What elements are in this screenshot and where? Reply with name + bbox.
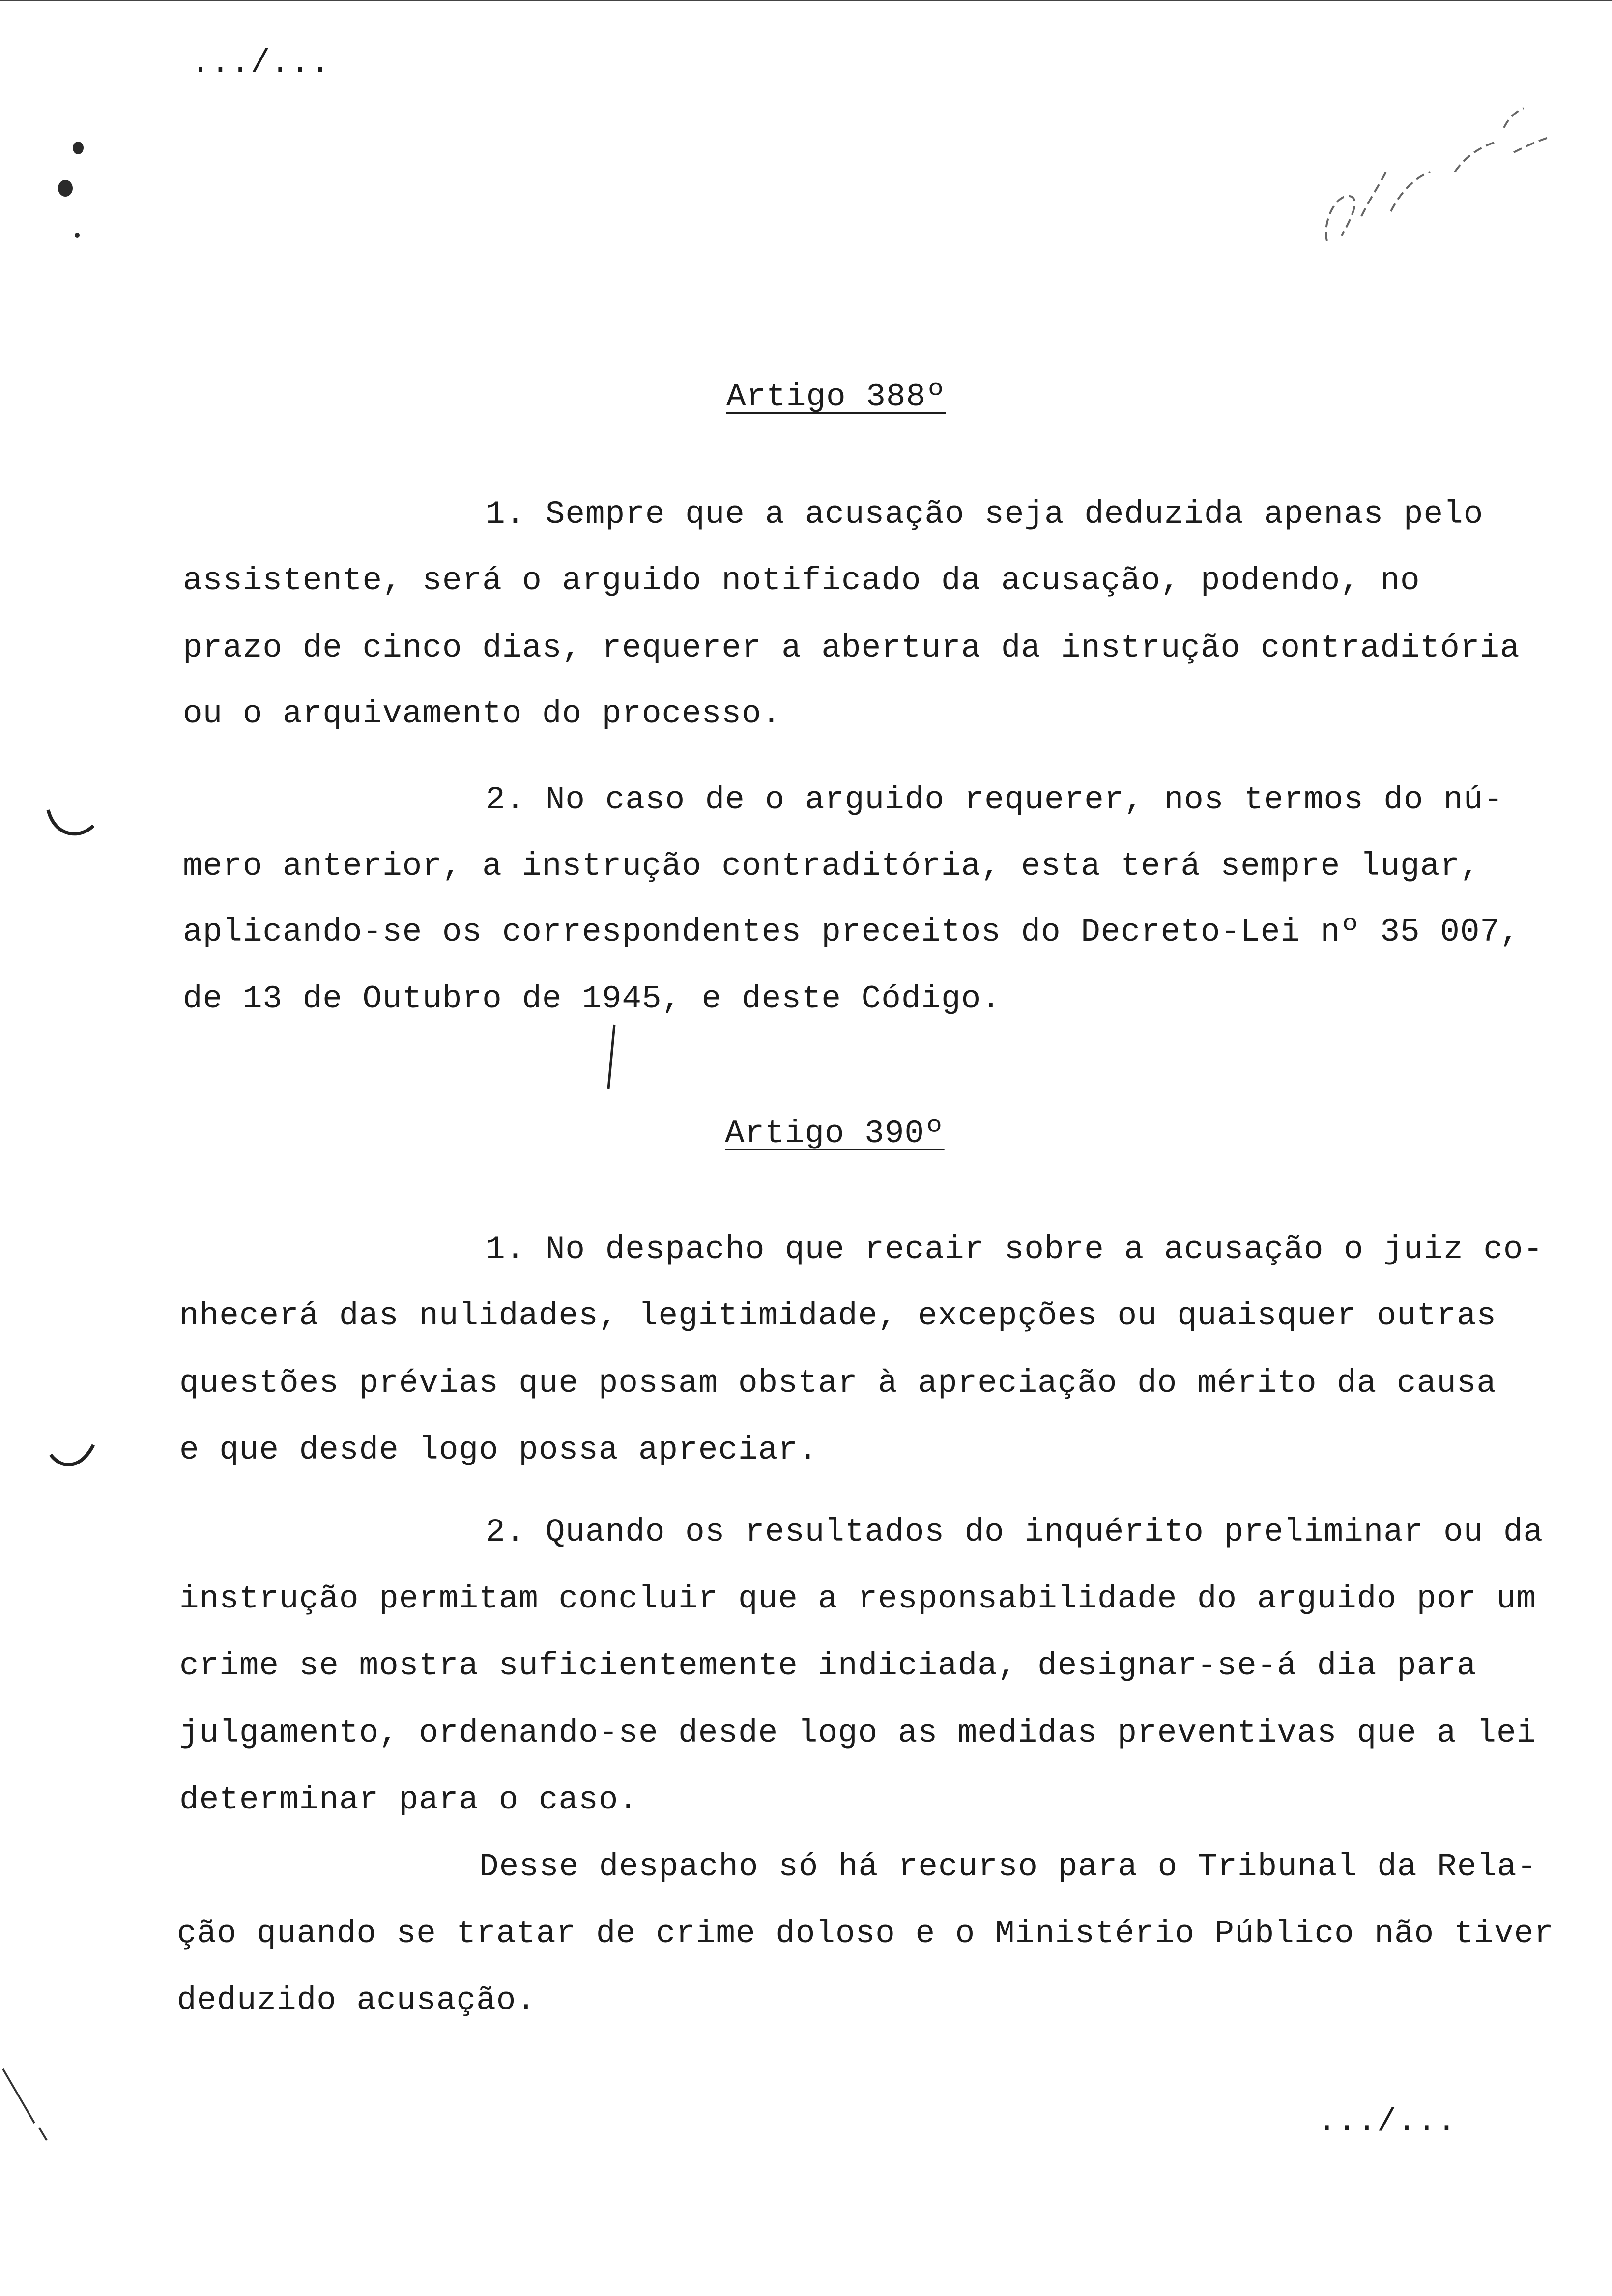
article-390-p2-line: 2. Quando os resultados do inquérito preliminar ou da <box>486 1514 1544 1550</box>
article-390-p2-line: crime se mostra suficientemente indiciada, designar-se-á dia para <box>179 1647 1477 1684</box>
margin-stroke <box>0 2064 59 2143</box>
article-390-p1-line: questões prévias que possam obstar à apreciação do mérito da causa <box>179 1365 1497 1402</box>
handwritten-initials <box>1307 98 1563 256</box>
article-390-p1-line: e que desde logo possa apreciar. <box>179 1432 818 1468</box>
article-388-p2-line: aplicando-se os correspondentes preceitos do Decreto-Lei nº 35 007, <box>183 914 1520 950</box>
article-388-heading: Artigo 388º <box>726 378 946 415</box>
article-390-p1-line: nhecerá das nulidades, legitimidade, excepções ou quaisquer outras <box>179 1297 1497 1334</box>
header-continuation: .../... <box>191 45 331 82</box>
article-390-heading: Artigo 390º <box>725 1115 945 1152</box>
pen-stroke <box>604 1022 619 1091</box>
article-390-p2-line: julgamento, ordenando-se desde logo as medidas preventivas que a lei <box>179 1715 1537 1751</box>
article-388-p1-line: prazo de cinco dias, requerer a abertura da instrução contraditória <box>183 630 1520 666</box>
footer-continuation: .../... <box>1317 2103 1457 2140</box>
article-390-p3-line: Desse despacho só há recurso para o Tribunal da Rela- <box>479 1848 1537 1885</box>
margin-arc <box>47 1440 101 1479</box>
article-388-p2-line: mero anterior, a instrução contraditória, esta terá sempre lugar, <box>183 848 1480 885</box>
article-388-p2-line: 2. No caso de o arguido requerer, nos termos do nú- <box>486 781 1503 818</box>
article-390-p3-line: ção quando se tratar de crime doloso e o Ministério Público não tiver <box>177 1915 1554 1952</box>
top-edge-line <box>0 0 1612 1</box>
article-388-p1-line: 1. Sempre que a acusação seja deduzida apenas pelo <box>486 496 1484 533</box>
article-388-p1-line: ou o arquivamento do processo. <box>183 695 782 732</box>
article-390-p3-line: deduzido acusação. <box>177 1982 536 2019</box>
margin-dot <box>58 180 73 197</box>
margin-dot <box>73 142 84 154</box>
article-390-p2-line: instrução permitam concluir que a responsabilidade do arguido por um <box>179 1580 1537 1617</box>
article-390-p2-line: determinar para o caso. <box>179 1781 638 1818</box>
article-388-p2-line: de 13 de Outubro de 1945, e deste Código. <box>183 980 1001 1017</box>
article-390-p1-line: 1. No despacho que recair sobre a acusação o juiz co- <box>486 1231 1544 1268</box>
article-388-p1-line: assistente, será o arguido notificado da acusação, podendo, no <box>183 562 1420 599</box>
margin-arc <box>44 806 98 845</box>
margin-dot <box>75 233 80 238</box>
